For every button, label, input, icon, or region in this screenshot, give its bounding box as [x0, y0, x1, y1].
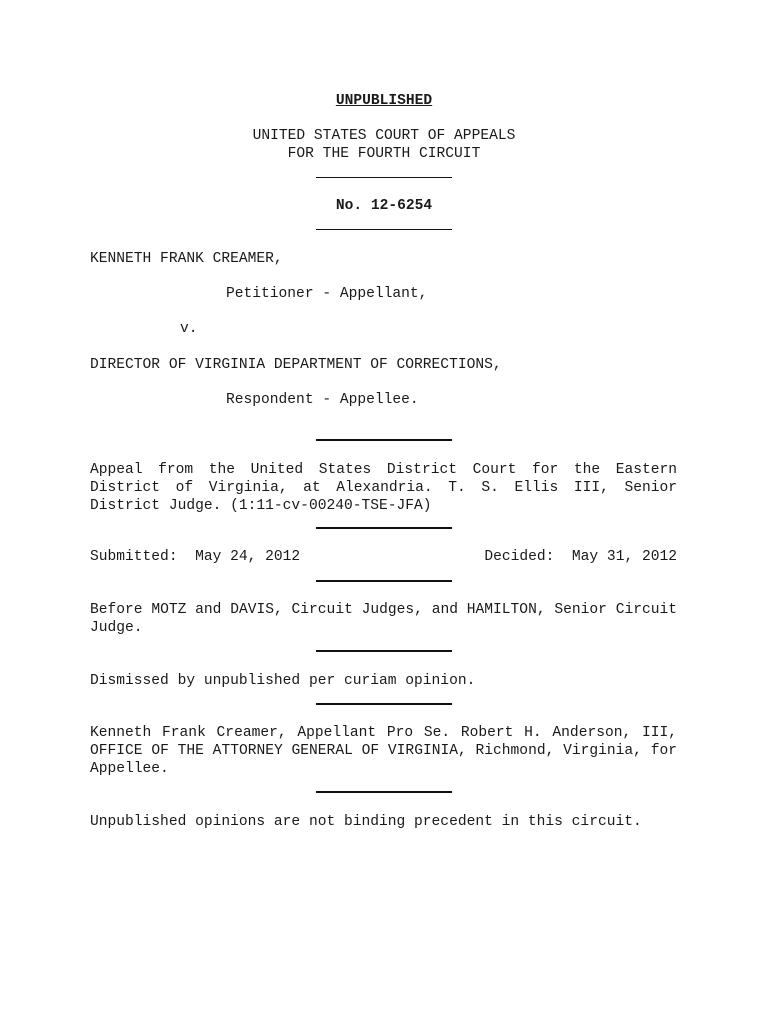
petitioner-role: Petitioner - Appellant, — [226, 286, 428, 302]
divider-rule — [316, 527, 452, 529]
decided-date: Decided: May 31, 2012 — [484, 549, 677, 565]
respondent-name: DIRECTOR OF VIRGINIA DEPARTMENT OF CORRECTIONS, — [90, 357, 502, 373]
counsel-paragraph: Kenneth Frank Creamer, Appellant Pro Se. Robert H. Anderson, III, OFFICE OF THE ATTORNEY GENERAL OF VIRGINIA, Richmond, Virginia, for Appellee. — [90, 725, 677, 777]
versus: v. — [180, 321, 198, 337]
appeal-paragraph: Appeal from the United States District Court for the Eastern District of Virginia, at Alexandria. T. S. Ellis III, Senior District Judge. (1:11-cv-00240-TSE-JFA) — [90, 462, 677, 514]
unpublished-heading: UNPUBLISHED — [335, 93, 433, 109]
panel-paragraph: Before MOTZ and DAVIS, Circuit Judges, and HAMILTON, Senior Circuit Judge. — [90, 602, 677, 636]
respondent-role: Respondent - Appellee. — [226, 392, 419, 408]
court-name-line2: FOR THE FOURTH CIRCUIT — [287, 146, 481, 162]
divider-rule — [316, 650, 452, 652]
petitioner-name: KENNETH FRANK CREAMER, — [90, 251, 283, 267]
dates-row — [90, 548, 677, 566]
divider-rule — [316, 177, 452, 178]
disposition: Dismissed by unpublished per curiam opinion. — [90, 673, 476, 689]
divider-rule — [316, 229, 452, 230]
divider-rule — [316, 791, 452, 793]
divider-rule — [316, 580, 452, 582]
precedent-notice: Unpublished opinions are not binding precedent in this circuit. — [90, 814, 642, 830]
divider-rule — [316, 439, 452, 441]
case-number: No. 12-6254 — [335, 198, 433, 214]
divider-rule — [316, 703, 452, 705]
court-name-line1: UNITED STATES COURT OF APPEALS — [252, 128, 516, 144]
submitted-date: Submitted: May 24, 2012 — [90, 549, 301, 565]
